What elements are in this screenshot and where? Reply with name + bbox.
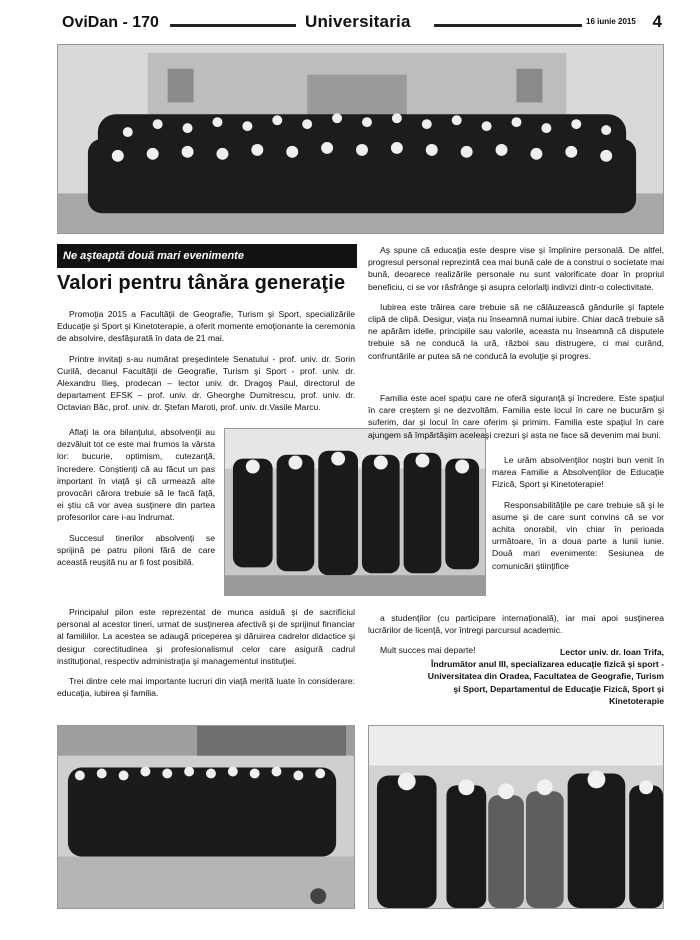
paragraph: a studenţilor (cu participare internaţională), iar mai apoi susţinerea lucrărilor de licenţă, vor întregi parcursul academic. [368, 613, 664, 636]
publication-name: OviDan - 170 [62, 14, 159, 31]
article-headline: Valori pentru tânăra generaţie [57, 272, 346, 294]
professors-graduates-illustration [369, 726, 663, 908]
page-header [62, 8, 662, 38]
graduates-group-illustration [58, 45, 663, 233]
left-column-bottom [57, 606, 355, 707]
paragraph: Aflaţi la ora bilanţului, absolvenţii au dezvăluit tot ce este mai frumos la vârsta lor: bucurie, optimism, cutezanţă, încredere. Conştienţi că au făcut un pas important în viaţă şi că urmează alte provocări cărora trebuie să le facă faţă, ei ştiu că vor avea susţinere din partea profesorilor care i-au îndrumat. [57, 427, 215, 523]
signature-line: şi Sport, Departamentul de Educaţie Fizică, Sport şi [453, 683, 664, 694]
signature-line: Universitatea din Oradea, Facultatea de Geografie, Turism [427, 671, 664, 682]
paragraph: Promoţia 2015 a Facultăţii de Geografie, Turism şi Sport, specializările Educaţie şi Sport şi Kinetoterapie, a oferit momente emoţionante la ceremonia de absolvire, desfăşurată în data de 21 mai. [57, 309, 355, 344]
article-kicker: Ne aşteaptă două mari evenimente [57, 244, 357, 268]
graduates-hall-illustration [58, 726, 354, 908]
signature-line: Îndrumător anul III, specializarea educaţie fizică şi sport - [430, 659, 664, 670]
center-graduates-photo [224, 428, 486, 596]
header-rule-right [434, 24, 582, 27]
top-group-photo [57, 44, 664, 234]
paragraph: Responsabilităţile pe care trebuie să şi le asume şi de care sunt convins că se vor achita onorabil, vin chiar în perioada următoare, în a doua parte a lunii iunie. Două mari evenimente: Sesiunea de comunicări ştiinţifice [492, 499, 664, 571]
left-column-wrap [57, 426, 215, 576]
paragraph: Printre invitaţi s-au numărat preşedintele Senatului - prof. univ. dr. Sorin Curilă, decanul Facultăţii de Geografie, Turism şi Sport - prof. univ. dr. Alexandru Ilieş, prodecan – lector univ. dr. Dragoş Paul, directorul de departament EFSK – prof. univ. dr. Gheorghe Dumitrescu, prof. univ. dr. Octavian Bâc, prof. univ. dr. Ştefan Maroti, prof. univ. dr.Vasile Marcu. [57, 353, 355, 413]
header-rule-left [170, 24, 296, 27]
paragraph: Mult succes mai departe! [380, 645, 476, 656]
paragraph: Iubirea este trăirea care trebuie să ne călăuzească gândurile şi faptele clipă de clipă. Desigur, viaţa nu înseamnă numai iubire. Chiar dacă trebuie să ne apărăm idelle, principiile sau valorile, aceasta nu înseamnă că disputele trebuie să ne conducă la ură, război sau distrugere, ci mai curând, confruntările ar putea să ne conducă la evoluţie şi progres. [368, 301, 664, 361]
graduates-row-illustration [225, 429, 485, 595]
page-number: 4 [652, 12, 662, 31]
bottom-left-photo [57, 725, 355, 909]
author-signature [368, 646, 664, 707]
section-title: Universitaria [305, 12, 411, 31]
bottom-right-photo [368, 725, 664, 909]
issue-date: 16 iunie 2015 [586, 17, 636, 26]
right-column-family [368, 392, 664, 449]
paragraph: Trei dintre cele mai importante lucruri din viaţă merită luate în considerare: educaţia, iubirea şi familia. [57, 676, 355, 699]
right-column-wrap [492, 454, 664, 580]
signature-line: Kinetoterapie [609, 695, 664, 706]
paragraph: Le urăm absolvenţilor noştri bun venit în marea Familie a Absolvenţilor de Educaţie Fizică, Sport şi Kinetoterapie! [492, 455, 664, 490]
left-column-top [57, 308, 355, 422]
paragraph: Aş spune că educaţia este despre vise şi împlinire personală. De altfel, progresul personal reprezintă cea mai bună cale de a construi o societate mai bună, deoarece realizările personale nu sunt valorificate doar în propriul beneficiu, ci se vor răsfrânge şi asupra celorlalţi indivizi dintr-o colectivitate. [368, 245, 664, 292]
right-column-top [368, 244, 664, 370]
paragraph: Familia este acel spaţiu care ne oferă siguranţă şi încredere. Este spaţiul în care creştem şi ne dezvoltăm. Familia este locul în care ne bucurăm şi suferim, dar şi locul în care oferim şi primim. Familia este spaţiul în care ajungem să împărtăşim aceleaşi crezuri şi asta ne face să devenim mai buni. [368, 393, 664, 440]
paragraph: Succesul tinerilor absolvenţi se sprijină pe patru piloni fără de care această reuşită nu ar fi fost posibilă. [57, 532, 215, 568]
paragraph: Principalul pilon este reprezentat de munca asiduă şi de sacrificiul personal al acestor tineri, urmat de susţinerea afectivă şi de sprijinul financiar al familiilor. La acestea se adaugă priceperea şi dăruirea cadrelor didactice şi desigur corectitudinea şi profesionalismul celor care asigură cadrul instituţional, respectiv administraţia şi managementul instituţiei. [57, 607, 355, 666]
signature-line: Lector univ. dr. Ioan Trifa, [560, 647, 664, 657]
